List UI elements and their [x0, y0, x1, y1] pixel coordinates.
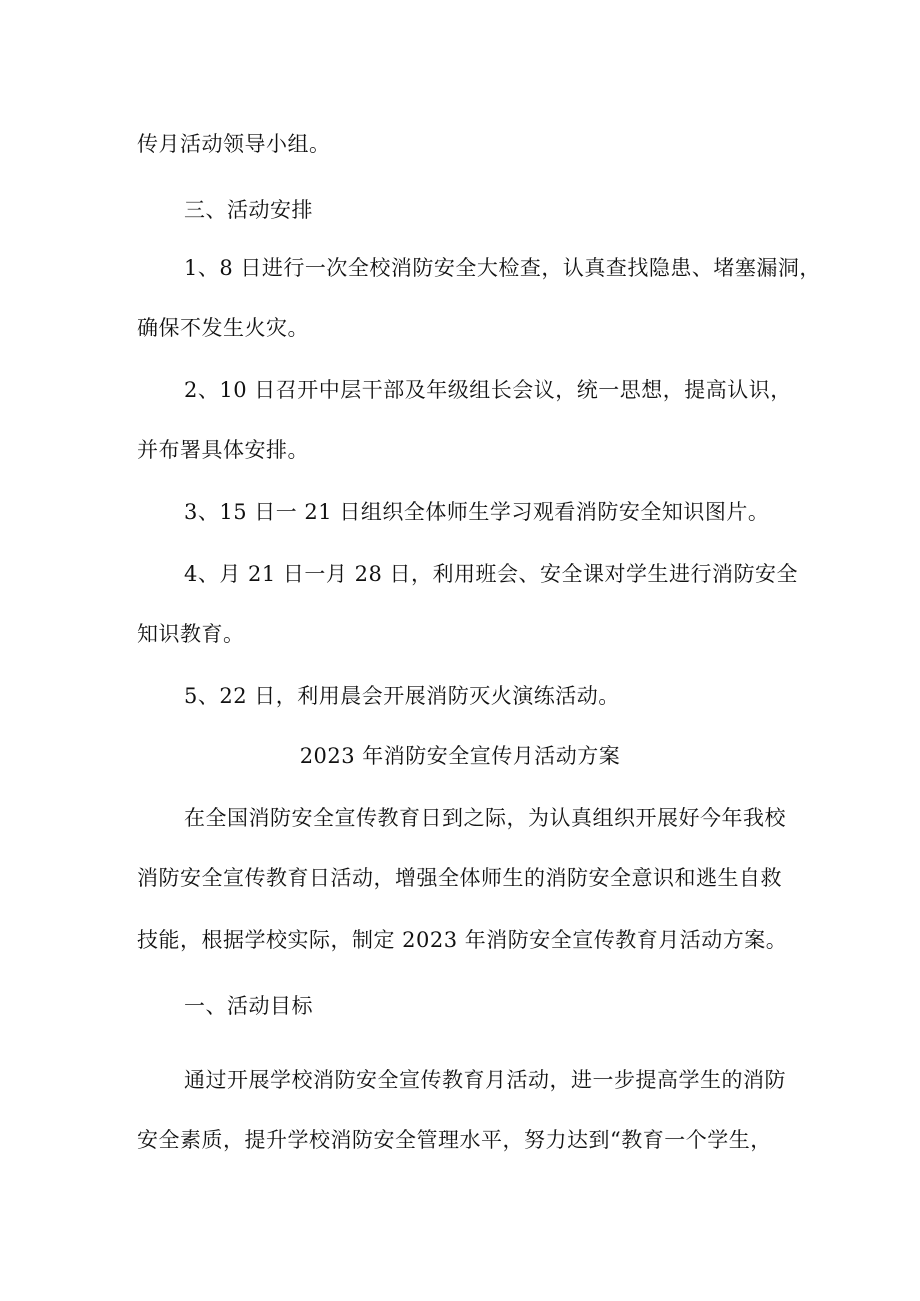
- intro-line-2: 消防安全宣传教育日活动，增强全体师生的消防安全意识和逃生自救: [137, 866, 782, 890]
- goal-line-2: 安全素质，提升学校消防安全管理水平，努力达到“教育一个学生，: [137, 1128, 772, 1152]
- item-3: 3、15 日一 21 日组织全体师生学习观看消防安全知识图片。: [184, 500, 770, 524]
- document-title: 2023 年消防安全宣传月活动方案: [299, 744, 621, 768]
- paragraph-continuation: 传月活动领导小组。: [137, 132, 331, 156]
- intro-line-1: 在全国消防安全宣传教育日到之际，为认真组织开展好今年我校: [184, 806, 786, 830]
- item-2-line-1: 2、10 日召开中层干部及年级组长会议，统一思想，提高认识，: [184, 378, 792, 402]
- section-heading-goals: 一、活动目标: [184, 994, 313, 1018]
- item-4-line-1: 4、月 21 日一月 28 日，利用班会、安全课对学生进行消防安全: [184, 562, 799, 586]
- goal-line-1: 通过开展学校消防安全宣传教育月活动，进一步提高学生的消防: [184, 1068, 786, 1092]
- item-1-line-1: 1、8 日进行一次全校消防安全大检查，认真查找隐患、堵塞漏洞，: [184, 256, 821, 280]
- section-heading-activities: 三、活动安排: [184, 198, 313, 222]
- item-1-line-2: 确保不发生火灾。: [137, 316, 309, 340]
- item-5: 5、22 日，利用晨会开展消防灭火演练活动。: [184, 684, 620, 708]
- item-4-line-2: 知识教育。: [137, 622, 245, 646]
- intro-line-3: 技能，根据学校实际，制定 2023 年消防安全宣传教育月活动方案。: [137, 928, 788, 952]
- item-2-line-2: 并布署具体安排。: [137, 438, 309, 462]
